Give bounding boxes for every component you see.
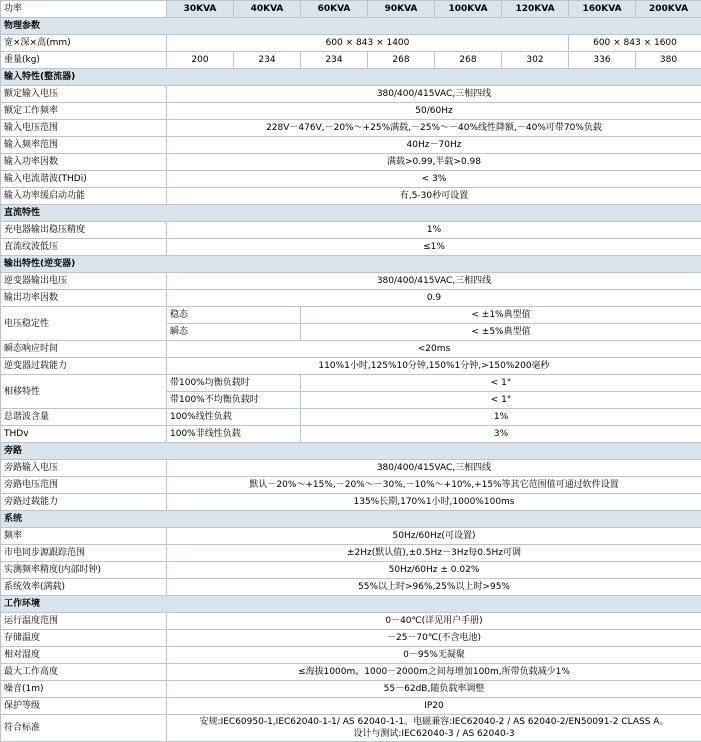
row-value-bypass-overload: 135%长期,170%1小时,1000%100ms — [167, 494, 701, 511]
section-dc-characteristics — [1, 205, 701, 222]
row-label-weight: 重量(kg) — [1, 52, 167, 69]
row-label-output-power-factor: 输出功率因数 — [1, 290, 167, 307]
row-value-weight-200: 380 — [636, 52, 701, 69]
row-value-input-voltage-range: 228V－476V,－20%～+25%满载,－25%～－40%线性降额,－40%可带70%负载 — [167, 120, 701, 137]
section-title: 系统 — [1, 511, 701, 528]
table-row — [1, 477, 701, 494]
table-row — [1, 647, 701, 664]
section-system — [1, 511, 701, 528]
table-row — [1, 681, 701, 698]
table-row — [1, 613, 701, 630]
row-value-weight-30: 200 — [167, 52, 234, 69]
row-sublabel-nonlinear-load: 100%非线性负载 — [167, 426, 301, 443]
row-value-rated-input-voltage: 380/400/415VAC,三相四线 — [167, 86, 701, 103]
standards-line-1: 安规:IEC60950-1,IEC62040-1-1/ AS 62040-1-1。电磁兼容:IEC62040-2 / AS 62040-2/EN50091-2 CLASS A。 — [170, 716, 698, 728]
table-row — [1, 137, 701, 154]
table-header-row — [1, 1, 701, 18]
row-value-relative-humidity: 0－95%无凝聚 — [167, 647, 701, 664]
table-row — [1, 171, 701, 188]
table-row — [1, 460, 701, 477]
column-header-100kva: 100KVA — [435, 1, 502, 18]
column-header-60kva: 60KVA — [301, 1, 368, 18]
row-label-thd-total: 总谐波含量 — [1, 409, 167, 426]
row-value-bypass-voltage-range: 默认－20%～+15%,－20%～－30%,－10%～+10%,+15%等其它范围值可通过软件设置 — [167, 477, 701, 494]
row-value-steady-state: < ±1%典型值 — [301, 307, 701, 324]
column-header-200kva: 200KVA — [636, 1, 701, 18]
row-label-noise: 噪音(1m) — [1, 681, 167, 698]
row-label-dc-ripple: 直流纹波低压 — [1, 239, 167, 256]
row-label-system-efficiency: 系统效率(满载) — [1, 579, 167, 596]
table-row — [1, 307, 701, 324]
row-value-output-power-factor: 0.9 — [167, 290, 701, 307]
row-label-rated-frequency: 额定工作频率 — [1, 103, 167, 120]
row-value-frequency-accuracy: 50Hz/60Hz ± 0.02% — [167, 562, 701, 579]
row-label-frequency-accuracy: 实测频率精度(内部时钟) — [1, 562, 167, 579]
row-label-relative-humidity: 相对湿度 — [1, 647, 167, 664]
table-row — [1, 579, 701, 596]
row-label-bypass-overload: 旁路过载能力 — [1, 494, 167, 511]
row-value-weight-100: 268 — [435, 52, 502, 69]
row-value-dimensions-small: 600 × 843 × 1400 — [167, 35, 569, 52]
column-header-30kva: 30KVA — [167, 1, 234, 18]
row-sublabel-balanced-load: 带100%均衡负载时 — [167, 375, 301, 392]
section-output-characteristics — [1, 256, 701, 273]
row-label-charger-accuracy: 充电器输出稳压精度 — [1, 222, 167, 239]
row-value-bypass-input-voltage: 380/400/415VAC,三相四线 — [167, 460, 701, 477]
row-label-frequency: 频率 — [1, 528, 167, 545]
row-label-max-altitude: 最大工作高度 — [1, 664, 167, 681]
section-title: 物理参数 — [1, 18, 701, 35]
row-value-weight-160: 336 — [569, 52, 636, 69]
row-value-weight-120: 302 — [502, 52, 569, 69]
row-label-rated-input-voltage: 额定输入电压 — [1, 86, 167, 103]
header-label-power: 功率 — [1, 1, 167, 18]
row-label-phase-shift: 相移特性 — [1, 375, 167, 409]
row-label-protection-level: 保护等级 — [1, 698, 167, 715]
row-label-input-power-factor: 输入功率因数 — [1, 154, 167, 171]
table-row — [1, 154, 701, 171]
row-label-inverter-output-voltage: 逆变器输出电压 — [1, 273, 167, 290]
section-physical-parameters — [1, 18, 701, 35]
row-value-weight-90: 268 — [368, 52, 435, 69]
row-sublabel-unbalanced-load: 带100%不均衡负载时 — [167, 392, 301, 409]
row-value-weight-40: 234 — [234, 52, 301, 69]
table-row — [1, 103, 701, 120]
row-sublabel-linear-load: 100%线性负载 — [167, 409, 301, 426]
row-value-dc-ripple: ≤1% — [167, 239, 701, 256]
row-label-storage-temperature: 存储温度 — [1, 630, 167, 647]
column-header-160kva: 160KVA — [569, 1, 636, 18]
row-value-nonlinear-load: 3% — [301, 426, 701, 443]
row-label-transient-response-time: 瞬态响应时间 — [1, 341, 167, 358]
row-value-max-altitude: ≤海拔1000m。1000－2000m之间每增加100m,所带负载减少1% — [167, 664, 701, 681]
row-label-dimensions: 宽×深×高(mm) — [1, 35, 167, 52]
section-title: 输入特性(整流器) — [1, 69, 701, 86]
row-value-input-frequency-range: 40Hz－70Hz — [167, 137, 701, 154]
row-label-inverter-overload: 逆变器过载能力 — [1, 358, 167, 375]
table-row — [1, 562, 701, 579]
table-row — [1, 86, 701, 103]
row-label-sync-tracking-range: 市电同步源跟踪范围 — [1, 545, 167, 562]
row-sublabel-steady-state: 稳态 — [167, 307, 301, 324]
row-value-transient-response-time: <20ms — [167, 341, 701, 358]
section-title: 输出特性(逆变器) — [1, 256, 701, 273]
standards-line-2: 设计与测试:IEC62040-3 / AS 62040-3 — [170, 728, 698, 740]
section-bypass — [1, 443, 701, 460]
row-value-transient-state: < ±5%典型值 — [301, 324, 701, 341]
table-row — [1, 545, 701, 562]
row-value-system-efficiency: 55%以上时>96%,25%以上时>95% — [167, 579, 701, 596]
row-value-unbalanced-load: < 1° — [301, 392, 701, 409]
table-row — [1, 715, 701, 742]
row-value-frequency: 50Hz/60Hz(可设置) — [167, 528, 701, 545]
table-row — [1, 52, 701, 69]
table-row — [1, 630, 701, 647]
section-title: 直流特性 — [1, 205, 701, 222]
table-row — [1, 290, 701, 307]
row-value-operating-temperature: 0－40℃(详见用户手册) — [167, 613, 701, 630]
table-row — [1, 120, 701, 137]
table-row — [1, 664, 701, 681]
table-row — [1, 239, 701, 256]
row-value-inverter-output-voltage: 380/400/415VAC,三相四线 — [167, 273, 701, 290]
row-value-protection-level: IP20 — [167, 698, 701, 715]
row-label-standards: 符合标准 — [1, 715, 167, 742]
row-label-operating-temperature: 运行温度范围 — [1, 613, 167, 630]
table-row — [1, 35, 701, 52]
row-label-soft-start: 输入功率缓启动功能 — [1, 188, 167, 205]
row-value-input-power-factor: 满载>0.99,半载>0.98 — [167, 154, 701, 171]
section-operating-environment — [1, 596, 701, 613]
row-label-voltage-stability: 电压稳定性 — [1, 307, 167, 341]
table-row — [1, 188, 701, 205]
table-row — [1, 273, 701, 290]
row-value-inverter-overload: 110%1小时,125%10分钟,150%1分钟,>150%200毫秒 — [167, 358, 701, 375]
table-row — [1, 698, 701, 715]
table-row — [1, 222, 701, 239]
row-sublabel-transient-state: 瞬态 — [167, 324, 301, 341]
table-row — [1, 375, 701, 392]
section-input-characteristics — [1, 69, 701, 86]
table-row — [1, 528, 701, 545]
row-value-soft-start: 有,5-30秒可设置 — [167, 188, 701, 205]
table-row — [1, 341, 701, 358]
row-label-bypass-voltage-range: 旁路电压范围 — [1, 477, 167, 494]
column-header-120kva: 120KVA — [502, 1, 569, 18]
row-value-standards — [167, 715, 701, 742]
section-title: 工作环境 — [1, 596, 701, 613]
row-value-storage-temperature: －25－70℃(不含电池) — [167, 630, 701, 647]
row-label-input-frequency-range: 输入频率范围 — [1, 137, 167, 154]
row-value-linear-load: 1% — [301, 409, 701, 426]
row-value-sync-tracking-range: ±2Hz(默认值),±0.5Hz－3Hz每0.5Hz可调 — [167, 545, 701, 562]
row-label-thdv: THDv — [1, 426, 167, 443]
row-value-charger-accuracy: 1% — [167, 222, 701, 239]
row-value-balanced-load: < 1° — [301, 375, 701, 392]
table-row — [1, 409, 701, 426]
row-label-bypass-input-voltage: 旁路输入电压 — [1, 460, 167, 477]
table-row — [1, 494, 701, 511]
table-row — [1, 426, 701, 443]
section-title: 旁路 — [1, 443, 701, 460]
row-value-rated-frequency: 50/60Hz — [167, 103, 701, 120]
column-header-40kva: 40KVA — [234, 1, 301, 18]
row-value-input-thdi: < 3% — [167, 171, 701, 188]
row-label-input-thdi: 输入电流谐波(THDi) — [1, 171, 167, 188]
row-value-dimensions-large: 600 × 843 × 1600 — [569, 35, 701, 52]
table-row — [1, 358, 701, 375]
column-header-90kva: 90KVA — [368, 1, 435, 18]
row-value-noise: 55－62dB,随负载率调整 — [167, 681, 701, 698]
row-label-input-voltage-range: 输入电压范围 — [1, 120, 167, 137]
row-value-weight-60: 234 — [301, 52, 368, 69]
